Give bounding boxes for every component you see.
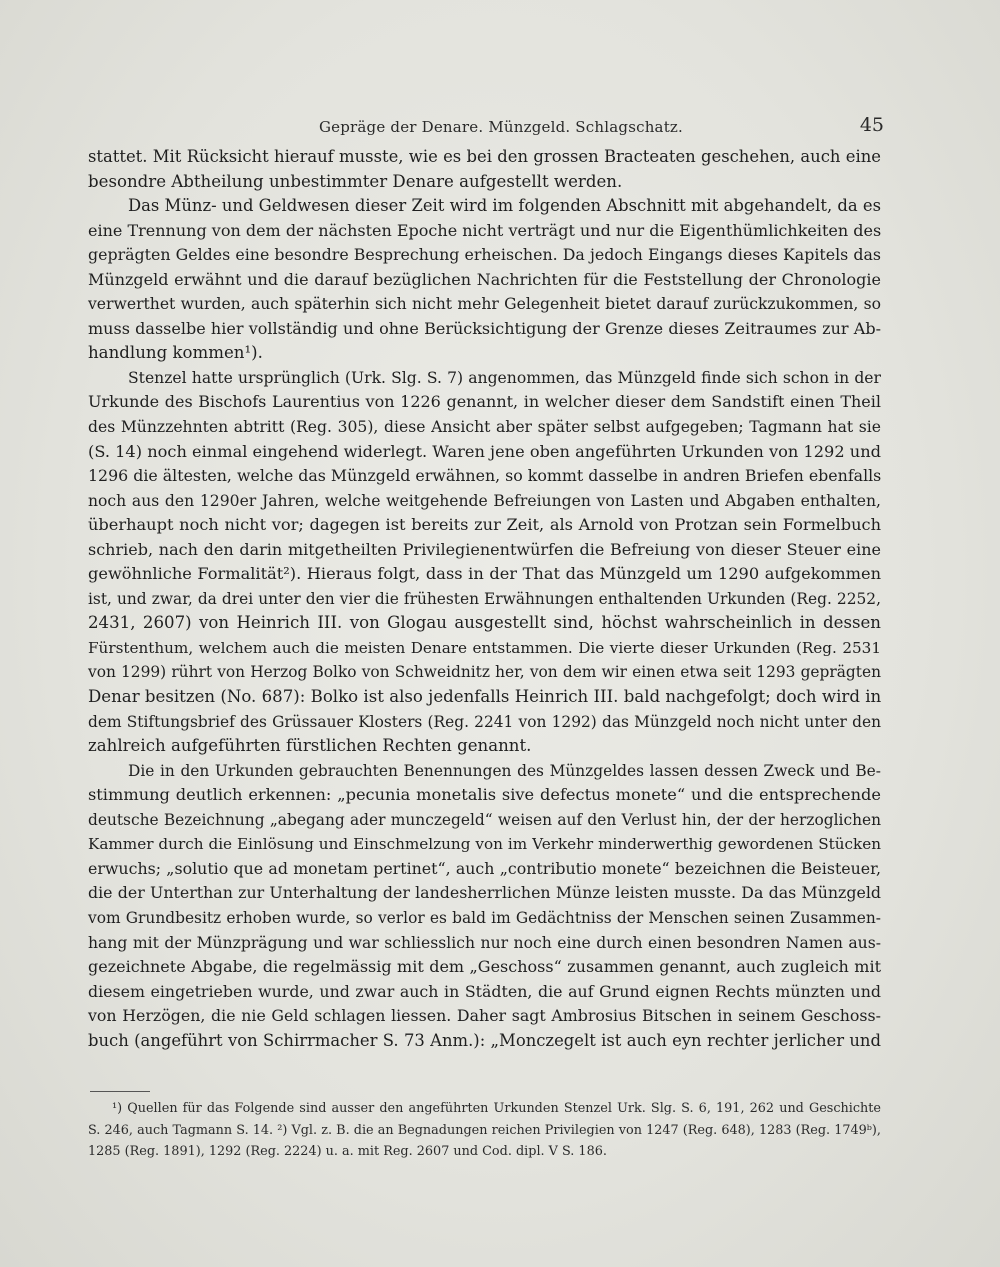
text-line: (S. 14) noch einmal eingehend widerlegt. Waren jene oben angeführten Urkunden von 1292 und [88, 441, 881, 461]
text-line: geprägten Geldes eine besondre Besprechung erheischen. Da jedoch Eingangs dieses Kapitels das [88, 245, 881, 265]
footnotes [88, 1098, 881, 1163]
text-line: erwuchs; „solutio que ad monetam pertinet“, auch „contributio monete“ bezeichnen die Beisteuer, [88, 858, 881, 878]
text-line: Das Münz- und Geldwesen dieser Zeit wird im folgenden Abschnitt mit abgehandelt, da es [128, 196, 881, 216]
page-header [118, 114, 884, 138]
text-line: besondre Abtheilung unbestimmter Denare aufgestellt werden. [88, 171, 623, 191]
text-line: schrieb, nach den darin mitgetheilten Privilegienentwürfen die Befreiung von dieser Steuer eine [88, 539, 881, 559]
main-text [88, 145, 881, 1053]
text-line: ist, und zwar, da drei unter den vier die frühesten Erwähnungen enthaltenden Urkunden (Reg. 2252, [88, 589, 881, 608]
text-line: deutsche Bezeichnung „abegang ader munczegeld“ weisen auf den Verlust hin, der der herzoglichen [88, 810, 881, 829]
text-line: eine Trennung von dem der nächsten Epoche nicht verträgt und nur die Eigenthümlichkeiten des [88, 220, 882, 240]
text-line: die der Unterthan zur Unterhaltung der landesherrlichen Münze leisten musste. Da das Münzgeld [88, 883, 881, 903]
text-line: gezeichnete Abgabe, die regelmässig mit dem „Geschoss“ zusammen genannt, auch zugleich mit [88, 957, 881, 977]
text-line: 2431, 2607) von Heinrich III. von Glogau ausgestellt sind, höchst wahrscheinlich in dessen [88, 613, 881, 633]
text-line: muss dasselbe hier vollständig und ohne Berücksichtigung der Grenze dieses Zeitraumes zur Ab- [88, 318, 881, 338]
text-line: 1296 die ältesten, welche das Münzgeld erwähnen, so kommt dasselbe in andren Briefen ebenfalls [88, 466, 882, 486]
footnote-divider [90, 1091, 150, 1092]
text-line: Kammer durch die Einlösung und Einschmelzung von im Verkehr minderwerthig gewordenen Stücken [88, 835, 881, 854]
text-line: überhaupt noch nicht vor; dagegen ist bereits zur Zeit, als Arnold von Protzan sein Formelbuch [88, 515, 881, 535]
text-line: des Münzzehnten abtritt (Reg. 305), diese Ansicht aber später selbst aufgegeben; Tagmann hat sie [88, 418, 881, 437]
text-line: gewöhnliche Formalität²). Hieraus folgt, dass in der That das Münzgeld um 1290 aufgekommen [88, 564, 881, 584]
text-line: Fürstenthum, welchem auch die meisten Denare entstammen. Die vierte dieser Urkunden (Reg. 2531 [88, 638, 881, 657]
footnote-line: ¹) Quellen für das Folgende sind ausser den angeführten Urkunden Stenzel Urk. Slg. S. 6, 191, 262 und Geschichte [112, 1101, 881, 1116]
text-line: dem Stiftungsbrief des Grüssauer Klosters (Reg. 2241 von 1292) das Münzgeld noch nicht unter den [88, 712, 881, 731]
text-line: buch (angeführt von Schirrmacher S. 73 Anm.): „Monczegelt ist auch eyn rechter jerlicher und [88, 1030, 881, 1050]
text-line: hang mit der Münzprägung und war schliesslich nur noch eine durch einen besondren Namen aus- [88, 933, 881, 952]
text-line: noch aus den 1290er Jahren, welche weitgehende Befreiungen von Lasten und Abgaben enthalten, [88, 491, 881, 510]
text-line: Die in den Urkunden gebrauchten Benennungen des Münzgeldes lassen dessen Zweck und Be- [128, 761, 881, 780]
text-line: verwerthet wurden, auch späterhin sich nicht mehr Gelegenheit bietet darauf zurückzukommen, so [88, 295, 881, 314]
text-line: von Herzögen, die nie Geld schlagen liessen. Daher sagt Ambrosius Bitschen in seinem Geschoss- [88, 1006, 881, 1026]
text-line: Münzgeld erwähnt und die darauf bezüglichen Nachrichten für die Feststellung der Chronologie [88, 269, 881, 289]
page-number: 45 [859, 114, 884, 136]
text-line: von 1299) rührt von Herzog Bolko von Schweidnitz her, von dem wir einen etwa seit 1293 geprägten [88, 663, 881, 682]
text-line: diesem eingetrieben wurde, und zwar auch in Städten, die auf Grund eignen Rechts münzten und [88, 981, 881, 1001]
text-line: handlung kommen¹). [88, 343, 263, 363]
text-line: vom Grundbesitz erhoben wurde, so verlor es bald im Gedächtniss der Menschen seinen Zusammen- [88, 908, 881, 927]
footnote-line: S. 246, auch Tagmann S. 14. ²) Vgl. z. B. die an Begnadungen reichen Privilegien von 1247 (Reg. 648), 1283 (Reg. 1749ᵇ), [88, 1122, 881, 1138]
text-line: zahlreich aufgeführten fürstlichen Rechten genannt. [88, 736, 532, 756]
text-line: stimmung deutlich erkennen: „pecunia monetalis sive defectus monete“ und die entsprechende [88, 785, 881, 805]
text-line: stattet. Mit Rücksicht hierauf musste, wie es bei den grossen Bracteaten geschehen, auch eine [88, 147, 881, 166]
footnote-line: 1285 (Reg. 1891), 1292 (Reg. 2224) u. a. mit Reg. 2607 und Cod. dipl. V S. 186. [88, 1144, 607, 1159]
text-line: Urkunde des Bischofs Laurentius von 1226 genannt, in welcher dieser dem Sandstift einen Theil [88, 392, 881, 412]
text-line: Stenzel hatte ursprünglich (Urk. Slg. S. 7) angenommen, das Münzgeld finde sich schon in der [128, 368, 881, 387]
text-line: Denar besitzen (No. 687): Bolko ist also jedenfalls Heinrich III. bald nachgefolgt; doch wird in [88, 687, 882, 707]
running-title: Gepräge der Denare. Münzgeld. Schlagschatz. [318, 118, 683, 136]
